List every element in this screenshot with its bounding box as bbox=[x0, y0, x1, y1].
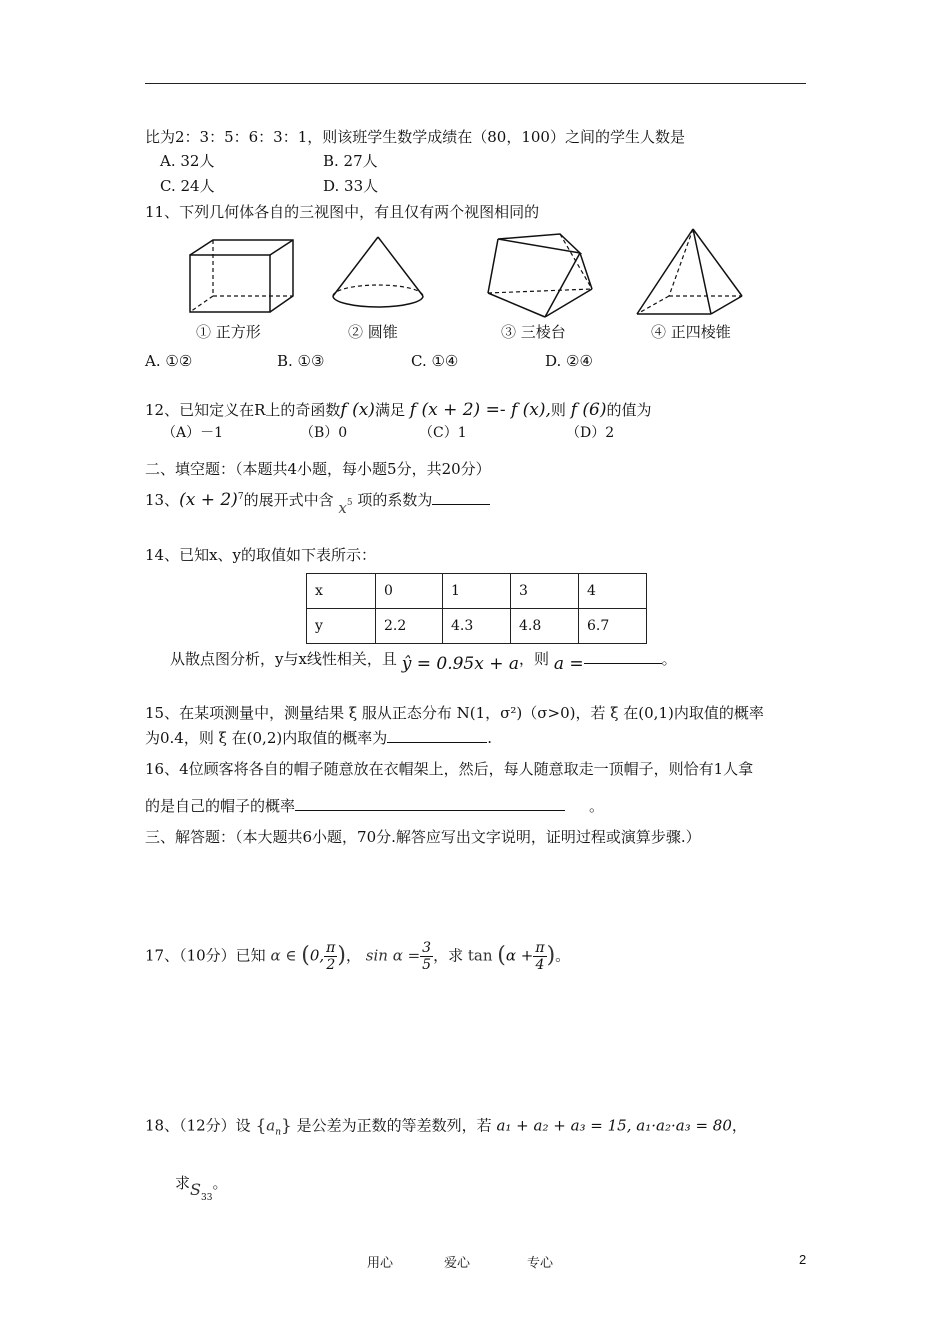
q13-tail: 项的系数为 bbox=[357, 491, 433, 509]
q11-option-d: D. ②④ bbox=[545, 352, 593, 370]
q12-condition: f (x + 2) =- f (x), bbox=[409, 400, 551, 420]
q10-option-a: A. 32人 bbox=[160, 152, 215, 170]
q10-option-d: D. 33人 bbox=[323, 177, 379, 195]
q13-mid: 的展开式中含 bbox=[243, 491, 334, 509]
q12-suffix: 的值为 bbox=[606, 401, 652, 419]
xy-values-table bbox=[306, 573, 647, 644]
q12-fx: f (x) bbox=[340, 400, 375, 420]
q18-mid: 是公差为正数的等差数列，若 bbox=[296, 1116, 492, 1135]
q14-stem: 14、已知x、y的取值如下表所示： bbox=[145, 546, 377, 564]
q14-end: 。 bbox=[661, 650, 677, 668]
q17-ask: ，求 bbox=[433, 946, 464, 965]
q18-n: n bbox=[275, 1127, 282, 1138]
table-cell: 3 bbox=[511, 574, 579, 609]
q18-s: S bbox=[190, 1180, 201, 1199]
q14-after: 从散点图分析，y与x线性相关，且 bbox=[170, 650, 397, 668]
q11-stem: 11、下列几何体各自的三视图中，有且仅有两个视图相同的 bbox=[145, 203, 540, 221]
q17-sin: sin α = bbox=[365, 946, 421, 965]
q13-binomial: (x + 2) bbox=[179, 490, 238, 510]
frustum-figure bbox=[485, 231, 595, 323]
q12-option-a: （A）－1 bbox=[162, 425, 224, 441]
frac-denominator: 5 bbox=[422, 957, 432, 974]
footer-text-2: 爱心 bbox=[444, 1256, 471, 1271]
q11-option-c: C. ①④ bbox=[411, 352, 459, 370]
q17-alpha-plus: α + bbox=[505, 946, 534, 965]
q12-option-b: （B）0 bbox=[300, 425, 348, 441]
q17-pi-over-4 bbox=[533, 940, 546, 973]
q16-end: 。 bbox=[589, 797, 605, 815]
q18-end: 。 bbox=[212, 1174, 228, 1192]
q13-exponent: 7 bbox=[237, 492, 244, 502]
q14-followup bbox=[170, 650, 677, 674]
q16-line-2-text: 的是自己的帽子的概率 bbox=[145, 797, 296, 815]
cuboid-figure bbox=[186, 236, 300, 316]
q12-option-c: （C）1 bbox=[419, 425, 467, 441]
q18-s-subscript: 33 bbox=[200, 1193, 213, 1203]
q17-comma: ， bbox=[345, 946, 361, 965]
q17-zero: 0, bbox=[309, 946, 325, 965]
table-cell: x bbox=[307, 574, 376, 609]
q10-option-c: C. 24人 bbox=[160, 177, 215, 195]
q15-line-2 bbox=[145, 731, 492, 746]
q14-then: ，则 bbox=[519, 650, 550, 668]
q13-answer-blank[interactable] bbox=[432, 504, 490, 505]
page-number: 2 bbox=[799, 1252, 807, 1267]
q11-option-b: B. ①③ bbox=[277, 352, 325, 370]
q18-condition-sum: a₁ + a₂ + a₃ = 15, bbox=[496, 1116, 632, 1135]
table-cell: 0 bbox=[376, 574, 443, 609]
q18-stem: 18、（12分）设 $\{a_n\}$ 是公差为正数的等差数列，若 a₁ + a₂ + a₃ = 15, a₁·a₂·a₃ = 80， bbox=[145, 1116, 747, 1138]
frac-numerator: π bbox=[326, 940, 336, 956]
q18-ask-line bbox=[175, 1174, 228, 1203]
section-3-heading: 三、解答题：（本大题共6小题，70分.解答应写出文字说明，证明过程或演算步骤.） bbox=[145, 828, 701, 846]
q12-prefix: 12、已知定义在R上的奇函数 bbox=[145, 401, 341, 419]
q18-ask: 求 bbox=[175, 1174, 191, 1192]
q17-end: 。 bbox=[555, 946, 571, 965]
q13-x-exponent: 5 bbox=[346, 498, 353, 508]
frac-denominator: 2 bbox=[326, 957, 336, 974]
q12-f6: f (6) bbox=[570, 400, 607, 420]
q15-line-1: 15、在某项测量中，测量结果 ξ 服从正态分布 N(1，σ²)（σ>0)，若 ξ 在(0,1)内取值的概率 bbox=[145, 704, 764, 722]
section-2-heading: 二、填空题：（本题共4小题，每小题5分，共20分） bbox=[145, 460, 491, 478]
figure-caption-3: ③ 三棱台 bbox=[501, 323, 566, 341]
q11-option-a: A. ①② bbox=[145, 352, 193, 370]
q18-prefix: 18、（12分）设 bbox=[145, 1116, 251, 1135]
frac-numerator: 3 bbox=[422, 940, 432, 956]
figure-caption-1: ① 正方形 bbox=[196, 323, 261, 341]
figure-caption-4: ④ 正四棱锥 bbox=[651, 323, 731, 341]
q14-a-equals: a = bbox=[553, 654, 584, 674]
q15-line-2-text: 为0.4，则 ξ 在(0,2)内取值的概率为 bbox=[145, 729, 388, 747]
q18-condition-product: a₁·a₂·a₃ = 80 bbox=[636, 1116, 732, 1135]
q12-mid: 满足 bbox=[374, 401, 405, 419]
q18-comma: ， bbox=[731, 1116, 747, 1135]
table-cell: 4.8 bbox=[511, 609, 579, 644]
q15-answer-blank[interactable] bbox=[387, 742, 487, 743]
table-row-y bbox=[307, 609, 647, 644]
footer-text-1: 用心 bbox=[367, 1256, 394, 1271]
q18-a: a bbox=[266, 1116, 276, 1135]
table-cell: 4.3 bbox=[443, 609, 511, 644]
q12-then: 则 bbox=[550, 401, 566, 419]
footer-text-3: 专心 bbox=[527, 1256, 554, 1271]
table-cell: 1 bbox=[443, 574, 511, 609]
frac-denominator: 4 bbox=[535, 957, 545, 974]
q17-tan: tan bbox=[467, 946, 493, 965]
pyramid-figure bbox=[634, 226, 746, 318]
q12-option-d: （D）2 bbox=[566, 425, 615, 441]
table-cell: 4 bbox=[579, 574, 647, 609]
cone-figure bbox=[330, 234, 426, 318]
q10-stem: 比为2：3：5：6：3：1，则该班学生数学成绩在（80，100）之间的学生人数是 bbox=[145, 128, 685, 146]
q17-stem: 17、（10分）已知 α ∈ (0, $\frac{\pi}{2}$ )， sin α = $\frac{3}{5}$ ，求 tan (α + $\frac{\pi}{4}$ )。 bbox=[145, 940, 571, 974]
header-rule bbox=[145, 83, 806, 84]
q17-prefix: 17、（10分）已知 bbox=[145, 946, 266, 965]
q14-regression-equation: ŷ = 0.95x + a bbox=[401, 654, 520, 674]
q14-answer-blank[interactable] bbox=[584, 663, 662, 664]
q10-option-b: B. 27人 bbox=[323, 152, 378, 170]
q16-line-1: 16、4位顾客将各自的帽子随意放在衣帽架上，然后，每人随意取走一顶帽子，则恰有1人拿 bbox=[145, 760, 754, 778]
table-cell: 6.7 bbox=[579, 609, 647, 644]
q17-three-fifths bbox=[420, 940, 433, 973]
q12-stem bbox=[145, 402, 652, 419]
q16-line-2 bbox=[145, 799, 604, 814]
figure-caption-2: ② 圆锥 bbox=[348, 323, 398, 341]
q15-end: . bbox=[487, 729, 492, 747]
table-cell: y bbox=[307, 609, 376, 644]
q13-number: 13、 bbox=[145, 491, 180, 509]
q17-alpha-in: α ∈ bbox=[270, 946, 297, 965]
q13-stem bbox=[145, 490, 490, 517]
frac-numerator: π bbox=[535, 940, 545, 956]
q17-pi-over-2 bbox=[324, 940, 337, 973]
q13-x: x bbox=[338, 499, 347, 517]
table-row-x bbox=[307, 574, 647, 609]
q16-answer-blank[interactable] bbox=[295, 810, 565, 811]
table-cell: 2.2 bbox=[376, 609, 443, 644]
